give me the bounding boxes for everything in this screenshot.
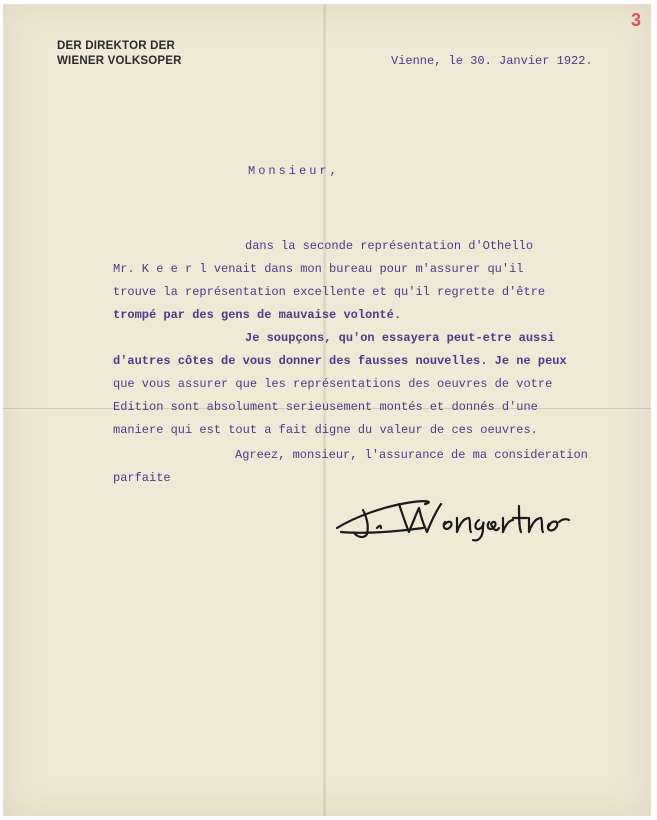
letter-sheet bbox=[3, 4, 651, 816]
letter-date: Vienne, le 30. Janvier 1922. bbox=[391, 54, 593, 68]
body-line: Mr. K e e r l venait dans mon bureau pour m'assurer qu'il bbox=[113, 262, 524, 276]
closing-line: parfaite bbox=[113, 471, 171, 485]
body-line: que vous assurer que les représentations des oeuvres de votre bbox=[113, 377, 553, 391]
body-line: trompé par des gens de mauvaise volonté. bbox=[113, 308, 402, 322]
letterhead bbox=[57, 39, 182, 69]
letterhead-line-2: WIENER VOLKSOPER bbox=[57, 55, 182, 67]
body-line: trouve la représentation excellente et qu'il regrette d'être bbox=[113, 285, 546, 299]
body-line: Je soupçons, qu'on essayera peut-etre aussi bbox=[245, 331, 555, 345]
handwritten-signature bbox=[333, 488, 573, 548]
body-line: Edition sont absolument serieusement montés et donnés d'une bbox=[113, 400, 538, 414]
archive-number: 3 bbox=[631, 10, 642, 30]
salutation: Monsieur, bbox=[248, 164, 340, 178]
body-line: maniere qui est tout a fait digne du valeur de ces oeuvres. bbox=[113, 423, 538, 437]
closing-line: Agreez, monsieur, l'assurance de ma consideration bbox=[235, 448, 588, 462]
letterhead-line-1: DER DIREKTOR DER bbox=[57, 40, 175, 52]
body-line: dans la seconde représentation d'Othello bbox=[245, 239, 534, 253]
body-line: d'autres côtes de vous donner des fausses nouvelles. Je ne peux bbox=[113, 354, 567, 368]
